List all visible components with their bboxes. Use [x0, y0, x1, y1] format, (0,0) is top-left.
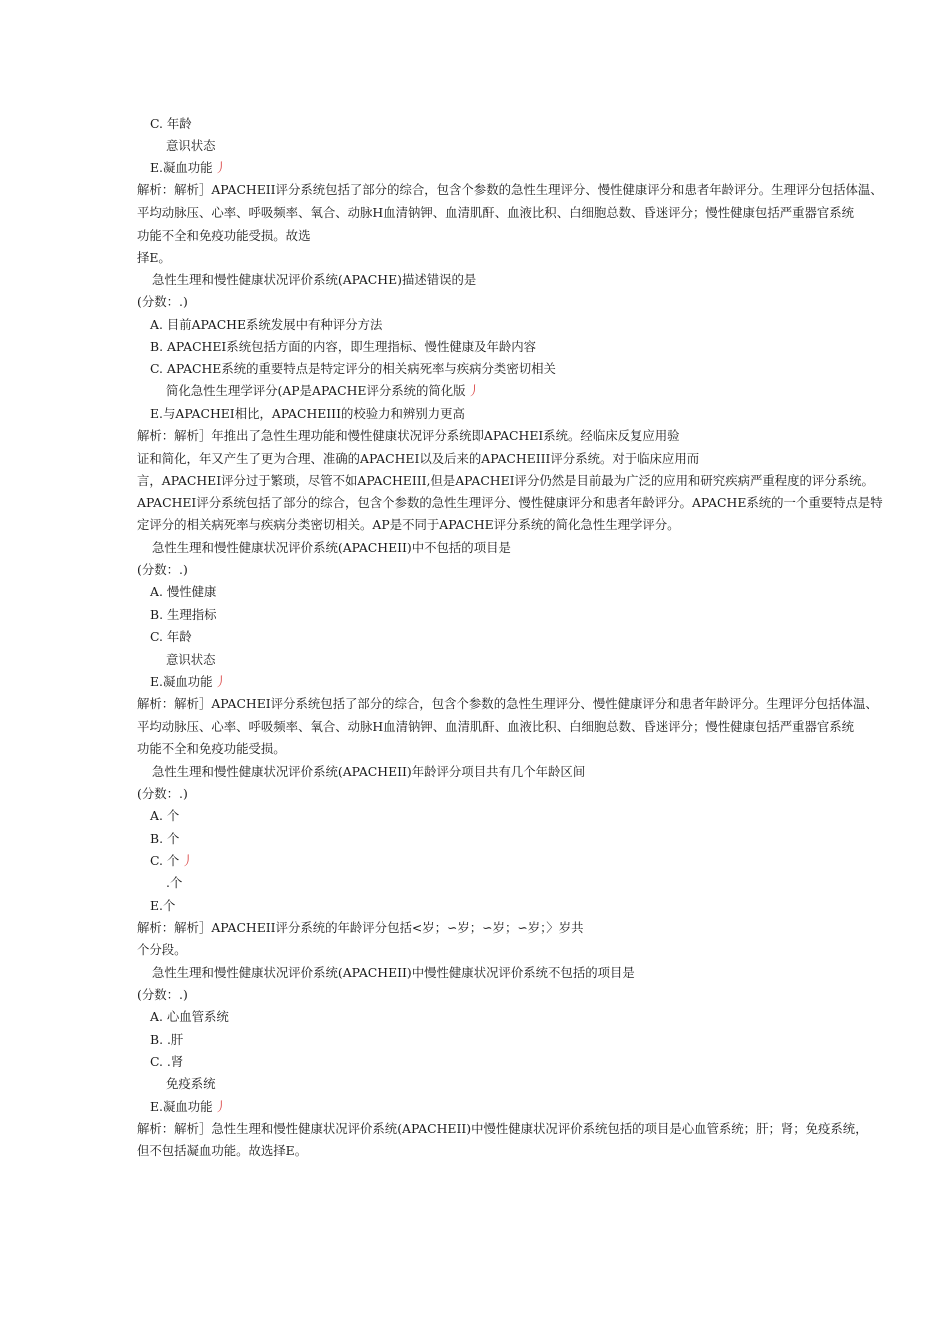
- analysis-text: 但不包括凝血功能。故选择E。: [137, 1143, 308, 1158]
- question-title: 急性生理和慢性健康状况评价系统(APACHEII)中慢性健康状况评价系统不包括的项目是: [152, 965, 635, 980]
- analysis-text: 择E。: [137, 250, 171, 265]
- analysis-text: 解析：解析］APACHEII评分系统的年龄评分包括<岁；∽岁；∽岁；∽岁；〉岁共: [137, 920, 584, 935]
- analysis-text: 功能不全和免疫功能受损。故选: [137, 228, 311, 243]
- analysis-text: APACHEI评分系统包括了部分的综合，包含个参数的急性生理评分、慢性健康评分和患者年龄评分。APACHE系统的一个重要特点是特: [137, 495, 883, 510]
- option-a: A. 个: [150, 808, 180, 823]
- answer-check-icon: 丿: [214, 1099, 227, 1114]
- analysis-text: 解析：解析］年推出了急性生理功能和慢性健康状况评分系统即APACHEI系统。经临床反复应用验: [137, 428, 680, 443]
- question-title: 急性生理和慢性健康状况评价系统(APACHEII)中不包括的项目是: [152, 540, 511, 555]
- option-d: 意识状态: [166, 652, 216, 667]
- option-e: E.凝血功能 丿: [150, 1099, 227, 1114]
- answer-check-icon: 丿: [467, 383, 480, 398]
- option-c: C. .肾: [150, 1054, 184, 1069]
- analysis-text: 平均动脉压、心率、呼吸频率、氧合、动脉H血清钠钾、血清肌酐、血液比积、白细胞总数、昏迷评分；慢性健康包括严重器官系统: [137, 205, 855, 220]
- analysis-text: 定评分的相关病死率与疾病分类密切相关。AP是不同于APACHE评分系统的简化急性生理学评分。: [137, 517, 680, 532]
- analysis-text: 平均动脉压、心率、呼吸频率、氧合、动脉H血清钠钾、血清肌酐、血液比积、白细胞总数、昏迷评分；慢性健康包括严重器官系统: [137, 719, 855, 734]
- option-c: C. 年龄: [150, 116, 192, 131]
- option-b: B. 生理指标: [150, 607, 217, 622]
- option-b: B. 个: [150, 831, 180, 846]
- question-title: 急性生理和慢性健康状况评价系统(APACHE)描述错误的是: [152, 272, 477, 287]
- option-e: E.凝血功能 丿: [150, 160, 227, 175]
- question-score: (分数：.): [137, 294, 188, 309]
- answer-check-icon: 丿: [214, 674, 227, 689]
- question-score: (分数：.): [137, 562, 188, 577]
- analysis-text: 证和简化，年又产生了更为合理、准确的APACHEI以及后来的APACHEIII评分系统。对于临床应用而: [137, 451, 700, 466]
- answer-check-icon: 丿: [214, 160, 227, 175]
- option-c: C. 个 丿: [150, 853, 194, 868]
- option-e: E.凝血功能 丿: [150, 674, 227, 689]
- option-b: B. APACHEI系统包括方面的内容，即生理指标、慢性健康及年龄内容: [150, 339, 537, 354]
- option-d: 简化急性生理学评分(AP是APACHE评分系统的简化版 丿: [166, 383, 480, 398]
- analysis-text: 功能不全和免疫功能受损。: [137, 741, 286, 756]
- analysis-text: 个分段。: [137, 942, 187, 957]
- option-c: C. APACHE系统的重要特点是特定评分的相关病死率与疾病分类密切相关: [150, 361, 556, 376]
- option-e: E.个: [150, 898, 176, 913]
- option-a: A. 心血管系统: [150, 1009, 229, 1024]
- question-score: (分数：.): [137, 786, 188, 801]
- answer-check-icon: 丿: [181, 853, 194, 868]
- option-d: 免疫系统: [166, 1076, 216, 1091]
- option-d: .个: [166, 875, 183, 890]
- analysis-text: 解析：解析］APACHEI评分系统包括了部分的综合，包含个参数的急性生理评分、慢性健康评分和患者年龄评分。生理评分包括体温、: [137, 696, 878, 711]
- analysis-text: 解析：解析］APACHEII评分系统包括了部分的综合，包含个参数的急性生理评分、慢性健康评分和患者年龄评分。生理评分包括体温、: [137, 182, 883, 197]
- analysis-text: 言，APACHEI评分过于繁琐，尽管不如APACHEIII,但是APACHEI评分仍然是目前最为广泛的应用和研究疾病严重程度的评分系统。: [137, 473, 874, 488]
- option-c: C. 年龄: [150, 629, 192, 644]
- option-a: A. 目前APACHE系统发展中有种评分方法: [150, 317, 383, 332]
- option-e: E.与APACHEI相比，APACHEIII的校验力和辨别力更高: [150, 406, 465, 421]
- option-d: 意识状态: [166, 138, 216, 153]
- option-a: A. 慢性健康: [150, 584, 217, 599]
- analysis-text: 解析：解析］急性生理和慢性健康状况评价系统(APACHEII)中慢性健康状况评价系统包括的项目是心血管系统；肝；肾；免疫系统，: [137, 1121, 868, 1136]
- question-score: (分数：.): [137, 987, 188, 1002]
- option-b: B. .肝: [150, 1032, 184, 1047]
- question-title: 急性生理和慢性健康状况评价系统(APACHEII)年龄评分项目共有几个年龄区间: [152, 764, 586, 779]
